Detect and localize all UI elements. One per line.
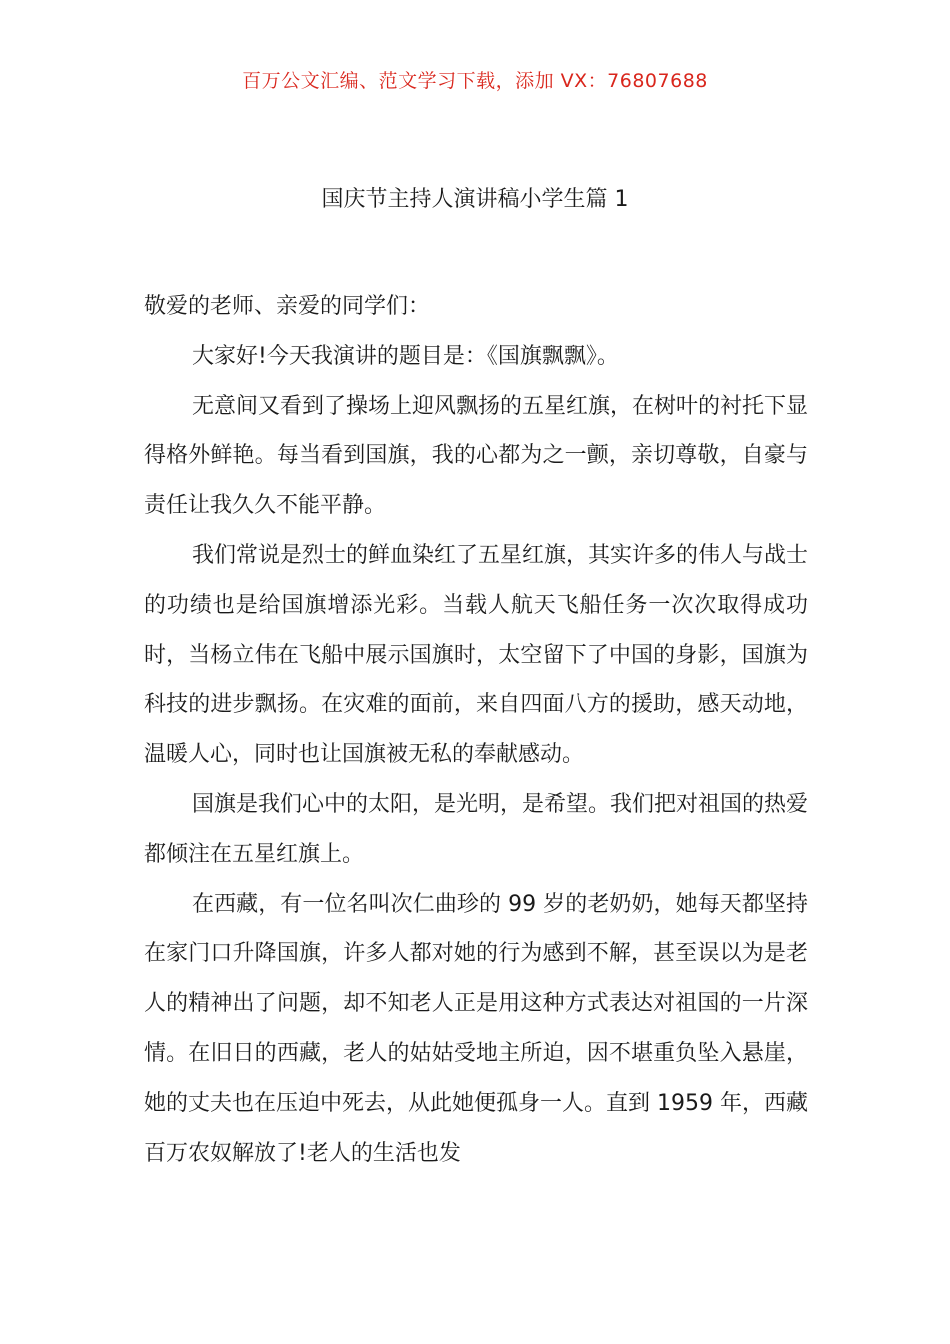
- header-contact-note: 百万公文汇编、范文学习下载，添加 VX：76807688: [242, 70, 708, 92]
- paragraph: 在西藏，有一位名叫次仁曲珍的 99 岁的老奶奶，她每天都坚持在家门口升降国旗，许多人都对她的行为感到不解，甚至误以为是老人的精神出了问题，却不知老人正是用这种方式表达对祖国的一片深情。在旧日的西藏，老人的姑姑受地主所迫，因不堪重负坠入悬崖，她的丈夫也在压迫中死去，从此她便孤身一人。直到 1959 年，西藏百万农奴解放了!老人的生活也发: [144, 891, 808, 1166]
- document-body: [144, 282, 808, 1178]
- document-title: 国庆节主持人演讲稿小学生篇 1: [321, 187, 629, 212]
- paragraph: 无意间又看到了操场上迎风飘扬的五星红旗，在树叶的衬托下显得格外鲜艳。每当看到国旗，我的心都为之一颤，亲切尊敬，自豪与责任让我久久不能平静。: [144, 393, 809, 519]
- paragraph: 我们常说是烈士的鲜血染红了五星红旗，其实许多的伟人与战士的功绩也是给国旗增添光彩。当载人航天飞船任务一次次取得成功时，当杨立伟在飞船中展示国旗时，太空留下了中国的身影，国旗为科技的进步飘扬。在灾难的面前，来自四面八方的援助，感天动地，温暖人心，同时也让国旗被无私的奉献感动。: [144, 542, 809, 768]
- salutation: 敬爱的老师、亲爱的同学们：: [144, 294, 431, 319]
- paragraph: 大家好!今天我演讲的题目是：《国旗飘飘》。: [192, 343, 619, 369]
- paragraph: 国旗是我们心中的太阳，是光明，是希望。我们把对祖国的热爱都倾注在五星红旗上。: [144, 791, 809, 867]
